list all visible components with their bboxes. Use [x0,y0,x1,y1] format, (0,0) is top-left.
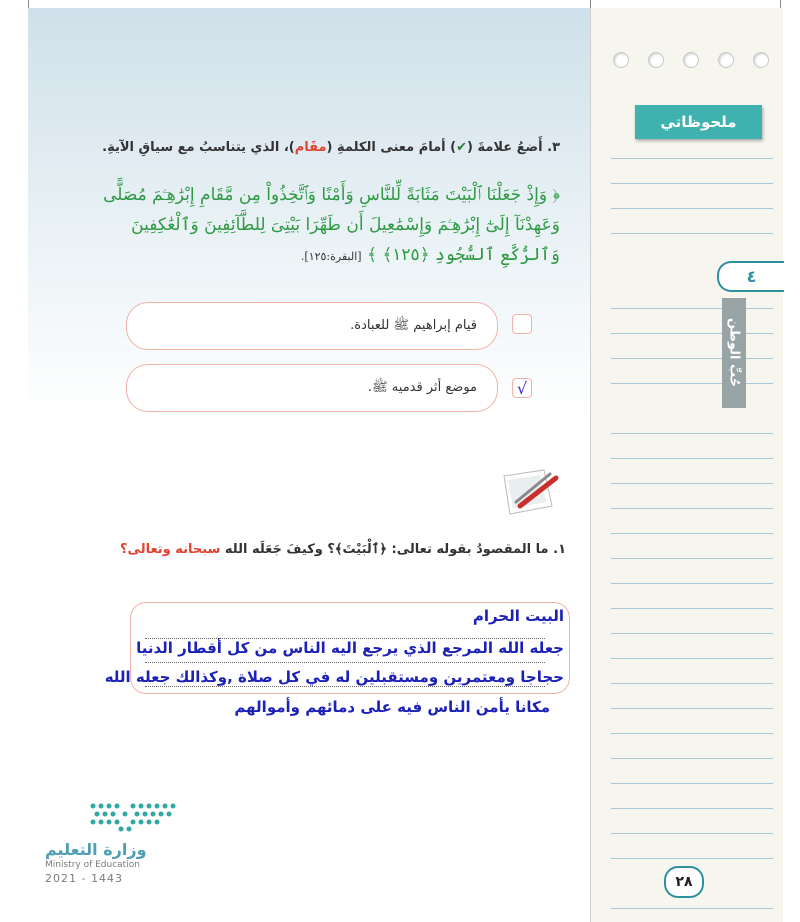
binder-hole [683,52,699,68]
answer-line: البيت الحرام [472,607,564,625]
option-2-checkbox[interactable]: √ [512,378,532,398]
answer-line: جعله الله المرجع الذي يرجع اليه الناس من كل أقطار الدنيا [136,639,564,657]
notes-rule [611,308,773,309]
binder-hole [718,52,734,68]
verse-reference: [البقرة:١٢٥]. [300,250,362,263]
question-text: ما المقصودُ بقوله تعالى: ﴿ٱلْبَيْتَ﴾؟ وكيفَ جَعَلَه الله [224,542,549,557]
question-text-highlight: سبحانه وتعالى؟ [120,542,221,557]
highlighted-word: مقَام [294,140,327,155]
notes-rule [611,908,773,909]
notes-rule [611,633,773,634]
page-number: ٢٨ [664,866,704,898]
ministry-name-english: Ministry of Education [45,860,140,870]
notes-rule [611,483,773,484]
notes-rule [611,233,773,234]
question-1 [120,542,566,557]
notes-rule [611,658,773,659]
unit-number: ٤ [717,261,784,292]
option-1-checkbox[interactable] [512,314,532,334]
notes-title: ملحوظاتي [635,105,762,139]
option-text: قيام إبراهيم ﷺ للعبادة. [350,318,477,333]
verse-line-last [40,240,560,272]
notes-panel [590,8,783,922]
notes-rule [611,158,773,159]
edition-year: 2021 - 1443 [45,872,123,885]
option-1[interactable] [126,302,498,350]
question-text: )، الذي يتناسبُ مع سياقِ الآيةِ. [102,140,295,155]
notes-rule [611,783,773,784]
binder-hole [613,52,629,68]
pen-icon [498,466,562,518]
option-text: موضع أثر قدميه ﷺ. [367,380,477,395]
notes-rule [611,208,773,209]
notes-rule [611,583,773,584]
question-number: ١. [553,542,566,557]
answer-guide-line [145,662,545,663]
answer-guide-line [145,686,545,687]
notes-rule [611,708,773,709]
question-number: ٣. [547,140,560,155]
check-icon: ✔ [456,140,467,155]
answer-line: مكانا يأمن الناس فيه على دمائهم وأموالهم [234,698,550,716]
verse-line: وَٱلرُّكَّعِ ٱلسُّجُودِ ﴿١٢٥﴾ ﴾ [366,245,560,265]
ministry-logo-icon [88,800,178,834]
unit-tab: حُبِّ الوطن [722,298,746,408]
notes-rule [611,808,773,809]
answer-line: حجاجا ومعتمرين ومستقبلين له في كل صلاة ,وكذالك جعله الله [104,668,564,686]
notes-rule [611,508,773,509]
notes-rule [611,458,773,459]
notes-rule [611,833,773,834]
quran-verse [40,180,560,272]
option-2[interactable] [126,364,498,412]
notes-rule [611,358,773,359]
notes-rule [611,433,773,434]
binder-hole [648,52,664,68]
question-3 [102,140,560,155]
binder-hole [753,52,769,68]
notes-rule [611,533,773,534]
notes-rule [611,183,773,184]
notes-rule [611,683,773,684]
notes-rule [611,858,773,859]
verse-line: ﴿ وَإِذْ جَعَلْنَا ٱلْبَيْتَ مَثَابَةً لِّلنَّاسِ وَأَمْنًا وَٱتَّخِذُواْ مِن مَّقَامِ إِبْرَٰهِـۧمَ مُصَلًّى [103,185,560,205]
notes-rule [611,758,773,759]
notes-rule [611,383,773,384]
notes-rule [611,333,773,334]
verse-line: وَعَهِدْنَآ إِلَىٰٓ إِبْرَٰهِـۧمَ وَإِسْمَٰعِيلَ أَن طَهِّرَا بَيْتِىَ لِلطَّآئِفِينَ وَٱلْعَٰكِفِينَ [131,215,560,235]
notes-rule [611,733,773,734]
ministry-name-arabic: وزارة التعليم [45,840,147,859]
question-text: أَضعُ علامةَ ( [467,140,543,155]
notes-rule [611,608,773,609]
question-text: ) أمامَ معنى الكلمةِ ( [326,140,457,155]
notes-rule [611,558,773,559]
